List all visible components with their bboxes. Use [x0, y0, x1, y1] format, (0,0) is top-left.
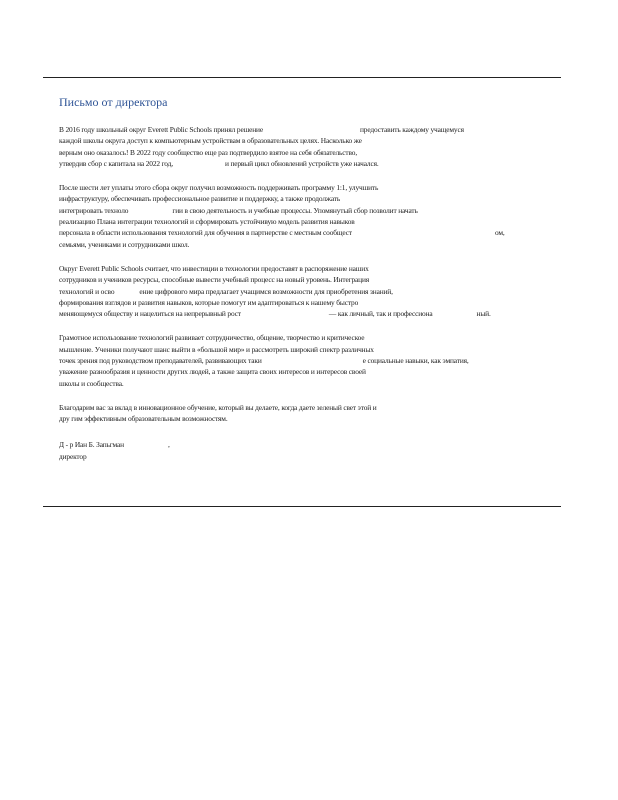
letter-title: Письмо от директора	[59, 95, 168, 109]
signature-comma: ,	[167, 439, 170, 449]
line-text: предоставить каждому учащемуся	[360, 125, 464, 134]
line-text: Округ Everett Public Schools считает, что инвестиции в технологии предоставят в распоряжение наших	[59, 263, 369, 273]
line-text: Благодарим вас за вклад в инновационное обучение, который вы делаете, когда даете зеленый свет этой и	[59, 402, 377, 412]
line-text: верным оно оказалось! В 2022 году сообщество еще раз подтвердило взятое на себя обязательство,	[59, 147, 358, 157]
line-text: технологий и осво	[59, 286, 115, 296]
paragraph-line	[59, 378, 544, 389]
line-text: реализацию Плана интеграции технологий и сформировать устойчивую модель развития навыков	[59, 217, 355, 227]
bottom-divider	[43, 506, 561, 507]
paragraph-line	[59, 205, 544, 216]
line-text: гии в свою деятельность и учебные процессы. Упомянутый сбор позволит начать	[172, 205, 418, 215]
line-text: точек зрения под руководством преподавателей, развивающих таки	[59, 356, 262, 366]
line-text: ение цифрового мира предлагает учащимся возможности для приобретения знаний,	[139, 286, 393, 296]
line-text: и первый цикл обновлений устройств уже начался.	[224, 158, 379, 168]
line-text: мышление. Ученики получают шанс выйти в «большой мир» и рассмотреть широкий спектр различных	[59, 344, 374, 354]
letter-paragraph	[59, 402, 544, 425]
paragraph-line	[59, 124, 544, 135]
paragraph-line	[59, 344, 544, 355]
paragraph-line	[59, 263, 544, 274]
line-text: уважение разнообразия и ценности других людей, а также защита своих интересов и интересов своей	[59, 367, 366, 377]
letter-paragraph	[59, 182, 544, 250]
paragraph-line	[59, 297, 544, 308]
signature-name: Д - р Иан Б. Запьгман	[59, 439, 124, 449]
paragraph-line	[59, 147, 544, 158]
signature-name-line	[59, 439, 544, 451]
paragraph-line	[59, 366, 544, 377]
letter-body	[59, 124, 544, 425]
paragraph-line	[59, 332, 544, 343]
line-text: — как личный, так и профессиона	[328, 309, 433, 319]
paragraph-line	[59, 239, 544, 250]
paragraph-line	[59, 193, 544, 204]
paragraph-line	[59, 355, 544, 366]
line-text: е социальные навыки, как эмпатия,	[362, 356, 469, 366]
letter-paragraph	[59, 263, 544, 319]
paragraph-line	[59, 216, 544, 227]
line-text: семьями, учениками и сотрудниками школ.	[59, 239, 190, 249]
line-text: меняющемуся обществу и нацелиться на непрерывный рост	[59, 309, 241, 319]
line-text: После шести лет уплаты этого сбора округ получил возможность поддерживать программу 1:1, улучшить	[59, 183, 379, 193]
paragraph-line	[59, 286, 544, 297]
line-text: персонала в области использования технологий для обучения в партнерстве с местным сообщест	[59, 228, 352, 238]
signature-block	[59, 439, 544, 463]
paragraph-line	[59, 274, 544, 285]
paragraph-line	[59, 402, 544, 413]
line-text: школы и сообщества.	[59, 378, 124, 388]
line-text: инфраструктуру, обеспечивать профессиональное развитие и поддержку, а также продолжать	[59, 194, 341, 204]
line-text: формирования взглядов и развития навыков, которые помогут им адаптироваться к нашему быстро	[59, 297, 359, 307]
line-text: Грамотное использование технологий развивает сотрудничество, общение, творчество и критическое	[59, 333, 365, 343]
paragraph-line	[59, 413, 544, 424]
paragraph-line	[59, 182, 544, 193]
line-text: дру гим эффективным образовательным возможностям.	[59, 414, 228, 424]
director-letter	[59, 94, 544, 463]
line-text: ом,	[494, 228, 505, 238]
line-text: утвердив сбор с капитала на 2022 год,	[59, 158, 173, 168]
paragraph-line	[59, 308, 544, 319]
line-text: ный.	[476, 309, 491, 319]
paragraph-line	[59, 158, 544, 169]
letter-paragraph	[59, 332, 544, 388]
letter-paragraph	[59, 124, 544, 169]
line-text: каждой школы округа доступ к компьютерным устройствам в образовательных целях. Насколько же	[59, 136, 362, 146]
line-text: В 2016 году школьный округ Everett Public Schools принял решение	[59, 125, 263, 134]
line-text: сотрудников и учеников ресурсы, способные вывести учебный процесс на новый уровень. Интеграция	[59, 275, 370, 285]
paragraph-line	[59, 135, 544, 146]
signature-role: директор	[59, 451, 87, 461]
top-divider	[43, 77, 561, 78]
line-text: интегрировать техноло	[59, 205, 129, 215]
paragraph-line	[59, 227, 544, 238]
